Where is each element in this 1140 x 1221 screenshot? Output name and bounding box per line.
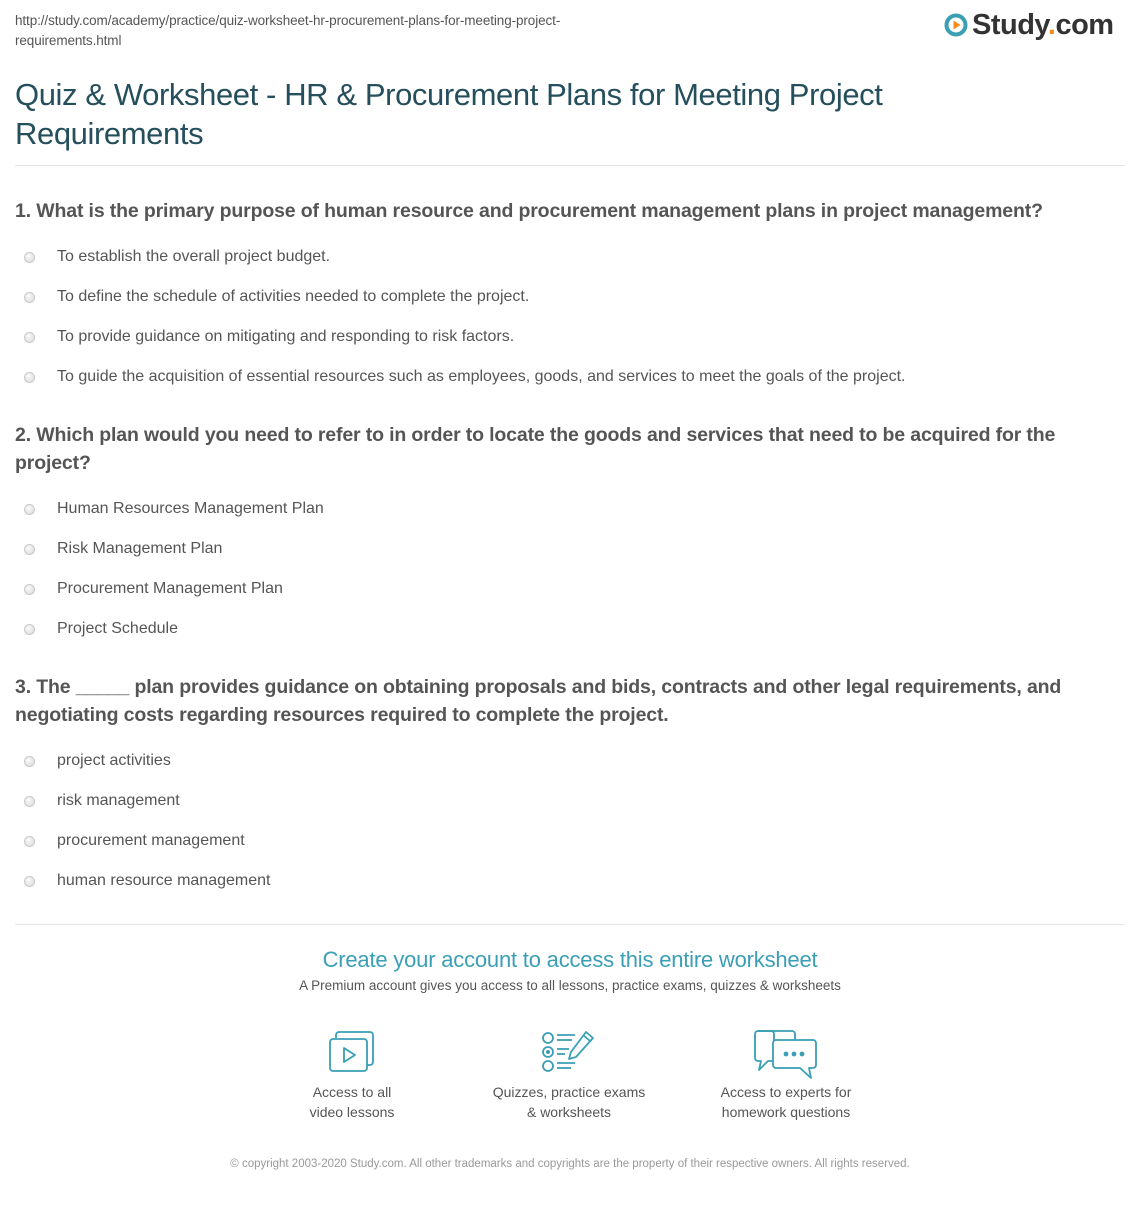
feature-label-line: homework questions [721, 1104, 851, 1120]
option-label: To establish the overall project budget. [57, 248, 331, 265]
question-3 [15, 673, 1130, 901]
answer-option[interactable] [15, 609, 1130, 649]
logo-text [972, 9, 1114, 41]
radio-button[interactable] [24, 876, 35, 887]
radio-button[interactable] [24, 252, 35, 263]
feature-label [686, 1082, 886, 1122]
option-label: Project Schedule [57, 620, 178, 637]
radio-button[interactable] [24, 332, 35, 343]
study-logo[interactable] [944, 9, 1114, 41]
cta-subtitle: A Premium account gives you access to all lessons, practice exams, quizzes & worksheets [299, 978, 841, 993]
feature-label [469, 1082, 669, 1122]
option-label: risk management [57, 792, 180, 809]
feature-video-lessons [252, 1030, 452, 1122]
answer-option[interactable] [15, 317, 1130, 357]
create-account-link[interactable]: Create your account to access this entire worksheet [322, 947, 818, 972]
radio-button[interactable] [24, 584, 35, 595]
radio-button[interactable] [24, 372, 35, 383]
answer-option[interactable] [15, 357, 1130, 397]
feature-quizzes [469, 1030, 669, 1122]
logo-dot: . [1047, 9, 1056, 41]
title-divider [15, 165, 1125, 166]
answer-option[interactable] [15, 489, 1130, 529]
copyright-footer: © copyright 2003-2020 Study.com. All other trademarks and copyrights are the property of their respective owners. All rights reserved. [230, 1158, 910, 1170]
radio-button[interactable] [24, 292, 35, 303]
radio-button[interactable] [24, 624, 35, 635]
page-url: http://study.com/academy/practice/quiz-worksheet-hr-procurement-plans-for-meeting-project-requirements.html [15, 13, 561, 48]
option-label: procurement management [57, 832, 245, 849]
answer-option[interactable] [15, 529, 1130, 569]
answer-option[interactable] [15, 237, 1130, 277]
feature-label-line: video lessons [309, 1104, 395, 1120]
question-text: 2. Which plan would you need to refer to in order to locate the goods and services that need to be acquired for the project? [15, 424, 1056, 474]
answer-options [15, 741, 1130, 901]
feature-experts [686, 1030, 886, 1122]
radio-button[interactable] [24, 796, 35, 807]
feature-label-line: & worksheets [526, 1104, 612, 1120]
logo-text-main: Study [972, 9, 1048, 41]
feature-label-line: Quizzes, practice exams [492, 1084, 646, 1100]
signup-cta [0, 945, 1140, 996]
option-label: Procurement Management Plan [57, 580, 283, 597]
radio-button[interactable] [24, 756, 35, 767]
option-label: To guide the acquisition of essential resources such as employees, goods, and services to meet the goals of the project. [57, 368, 906, 385]
answer-option[interactable] [15, 569, 1130, 609]
quiz-checklist-icon [469, 1030, 669, 1074]
radio-button[interactable] [24, 504, 35, 515]
option-label: human resource management [57, 872, 271, 889]
question-1 [15, 197, 1130, 397]
option-label: Risk Management Plan [57, 540, 223, 557]
section-divider [15, 924, 1125, 925]
answer-option[interactable] [15, 861, 1130, 901]
option-label: project activities [57, 752, 171, 769]
option-label: Human Resources Management Plan [57, 500, 324, 517]
feature-label-line: Access to experts for [720, 1084, 852, 1100]
feature-label [252, 1082, 452, 1122]
answer-option[interactable] [15, 741, 1130, 781]
option-label: To define the schedule of activities needed to complete the project. [57, 288, 530, 305]
option-label: To provide guidance on mitigating and responding to risk factors. [57, 328, 515, 345]
chat-bubbles-icon [686, 1030, 886, 1080]
answer-option[interactable] [15, 781, 1130, 821]
answer-options [15, 489, 1130, 649]
feature-label-line: Access to all [312, 1084, 392, 1100]
question-text: 3. The _____ plan provides guidance on obtaining proposals and bids, contracts and other legal requirements, and negotiating costs regarding resources required to complete the project. [15, 676, 1062, 726]
answer-option[interactable] [15, 821, 1130, 861]
radio-button[interactable] [24, 836, 35, 847]
page-title: Quiz & Worksheet - HR & Procurement Plans for Meeting Project Requirements [15, 77, 883, 151]
radio-button[interactable] [24, 544, 35, 555]
question-text: 1. What is the primary purpose of human resource and procurement management plans in project management? [15, 200, 1043, 222]
play-circle-icon [944, 13, 968, 37]
question-2 [15, 421, 1130, 649]
logo-text-tld: com [1055, 9, 1114, 41]
answer-option[interactable] [15, 277, 1130, 317]
answer-options [15, 237, 1130, 397]
video-lessons-icon [252, 1030, 452, 1074]
